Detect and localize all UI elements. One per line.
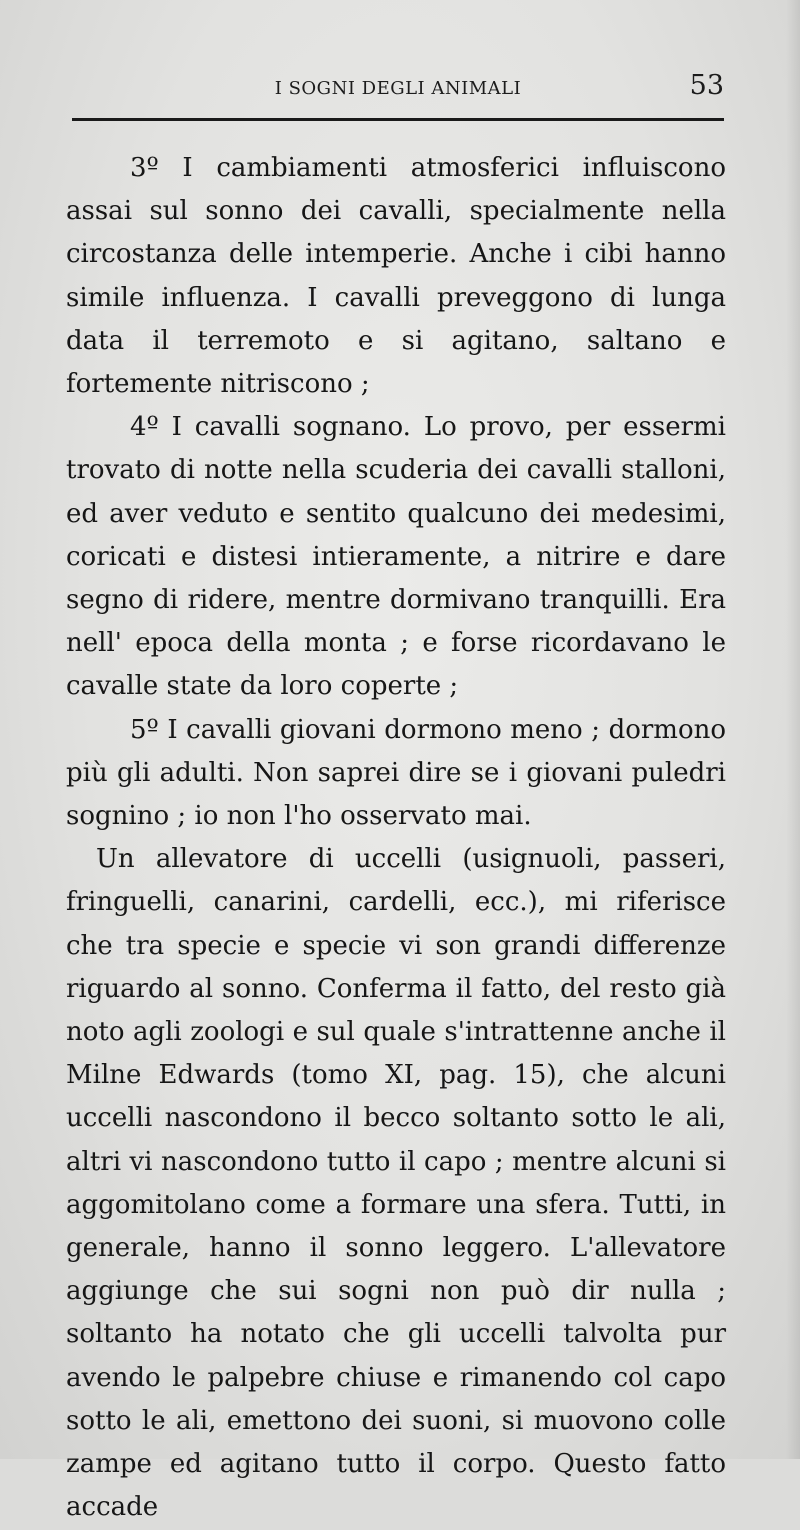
paragraph: Un allevatore di uccelli (usignuoli, passeri, fringuelli, canarini, cardelli, ecc.), mi riferisce che tra specie e specie vi son grandi differenze riguardo al sonno. Conferma il fatto, del resto già noto agli zoologi e sul quale s'intrattenne anche il Milne Edwards (tomo XI, pag. 15), che alcuni uccelli nascondono il becco soltanto sotto le ali, altri vi nascondono tutto il capo ; mentre alcuni si aggomitolano come a formare una sfera. Tutti, in generale, hanno il sonno leggero. L'allevatore aggiunge che sui sogni non può dir nulla ; soltanto ha notato che gli uccelli talvolta pur avendo le palpebre chiuse e rimanendo col capo sotto le ali, emettono dei suoni, si muovono colle zampe ed agitano tutto il corpo. Questo fatto accade (66, 844, 726, 1523)
header-rule (72, 118, 724, 121)
body-text (66, 147, 726, 1530)
page-number: 53 (689, 70, 724, 101)
running-title: I SOGNI DEGLI ANIMALI (274, 78, 522, 99)
paragraph: 4º I cavalli sognano. Lo provo, per essermi trovato di notte nella scuderia dei cavalli stalloni, ed aver veduto e sentito qualcuno dei medesimi, coricati e distesi intieramente, a nitrire e dare segno di ridere, mentre dormivano tranquilli. Era nell' epoca della monta ; e forse ricordavano le cavalle state da loro coperte ; (66, 412, 726, 702)
paragraph: 5º I cavalli giovani dormono meno ; dormono più gli adulti. Non saprei dire se i giovani puledri sognino ; io non l'ho osservato mai. (66, 714, 726, 832)
page-edge-shadow (786, 0, 800, 1459)
paragraph: 3º I cambiamenti atmosferici influiscono assai sul sonno dei cavalli, specialmente nella circostanza delle intemperie. Anche i cibi hanno simile influenza. I cavalli preveggono di lunga data il terremoto e si agitano, saltano e fortemente nitriscono ; (66, 153, 726, 400)
page-header (72, 68, 724, 108)
